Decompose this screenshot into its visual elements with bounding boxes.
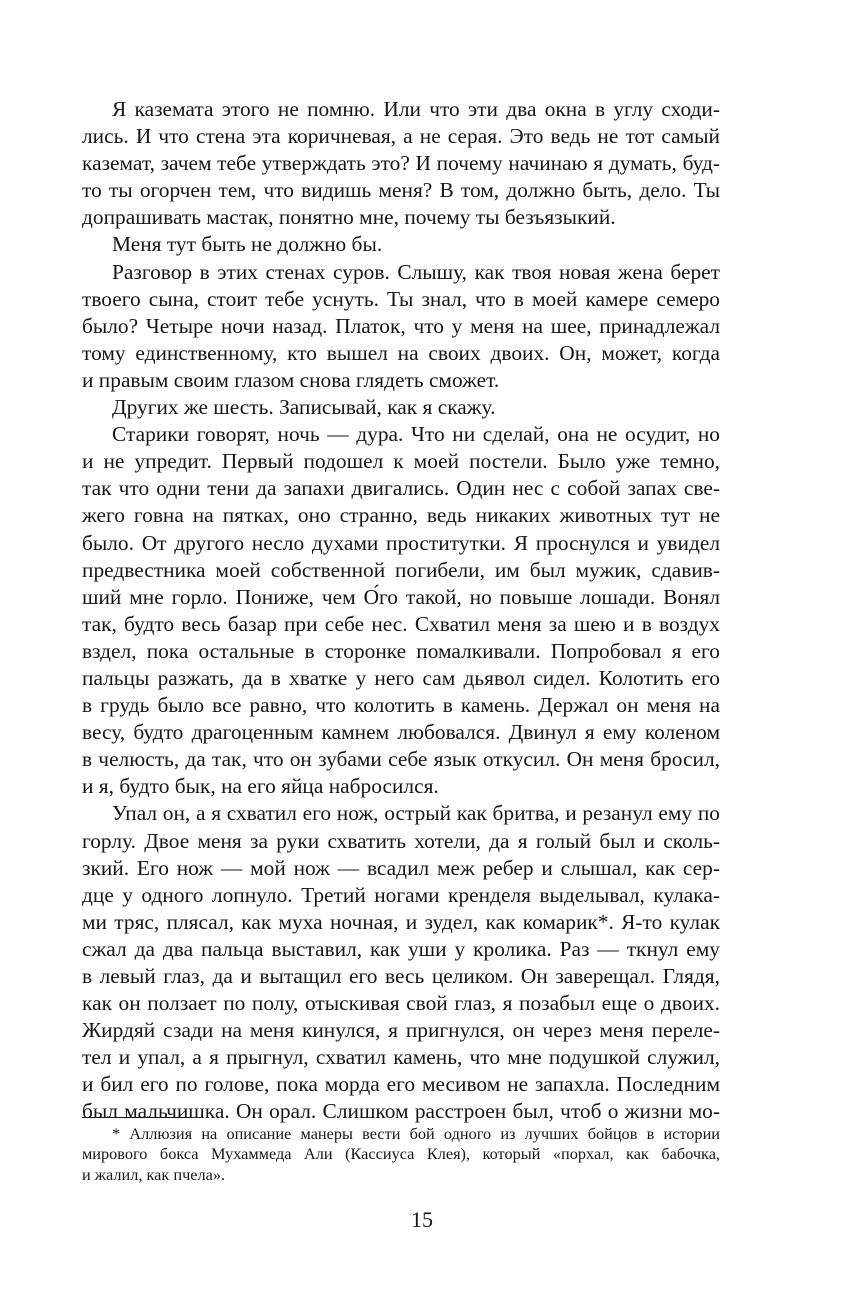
- text-line: и я, будто бык, на его яйца набросился.: [82, 774, 439, 799]
- text-line: весу, будто драгоценным камнем любовался. Двинул я ему коленом: [82, 720, 720, 745]
- text-line: Жирдяй сзади на меня кинулся, я пригнулся, он через меня переле-: [82, 1018, 720, 1043]
- text-line: горлу. Двое меня за руки схватить хотели, да я голый был и сколь-: [82, 828, 720, 853]
- text-line: тому единственному, кто вышел на своих двоих. Он, может, когда: [82, 340, 720, 365]
- text-line: и бил его по голове, пока морда его месивом не запахла. Последним: [82, 1072, 720, 1097]
- text-line: то ты огорчен тем, что видишь меня? В том, должно быть, дело. Ты: [82, 178, 720, 203]
- text-line: было? Четыре ночи назад. Платок, что у меня на шее, принадлежал: [82, 313, 720, 338]
- text-line: как он ползает по полу, отыскивая свой глаз, я позабыл еще о двоих.: [82, 991, 720, 1016]
- main-text: [82, 96, 720, 1126]
- text-line: Других же шесть. Записывай, как я скажу.: [112, 395, 496, 420]
- text-line: сжал да два пальца выставил, как уши у кролика. Раз — ткнул ему: [82, 936, 720, 961]
- text-line: в левый глаз, да и вытащил его весь целиком. Он заверещал. Глядя,: [82, 964, 720, 988]
- text-line: Разговор в этих стенах суров. Слышу, как твоя новая жена берет: [112, 259, 720, 284]
- footnote-separator: [82, 1117, 190, 1118]
- footnote-line: и жалил, как пчела».: [82, 1164, 226, 1184]
- text-line: Я каземата этого не помню. Или что эти два окна в углу сходи-: [112, 97, 720, 121]
- footnote-line: мирового бокса Мухаммеда Али (Кассиуса Клея), который «порхал, как бабочка,: [82, 1144, 720, 1164]
- text-line: вздел, пока остальные в сторонке помалкивали. Попробовал я его: [82, 638, 720, 663]
- text-line: Старики говорят, ночь — дура. Что ни сделай, она не осудит, но: [112, 422, 720, 447]
- text-line: так, будто весь базар при себе нес. Схватил меня за шею и в воздух: [82, 611, 720, 636]
- footnote-line: * Аллюзия на описание манеры вести бой одного из лучших бойцов в истории: [112, 1124, 720, 1143]
- text-line: предвестника моей собственной погибели, им был мужик, сдавив-: [82, 557, 720, 582]
- text-line: жего говна на пятках, оно странно, ведь никаких животных тут не: [82, 503, 720, 528]
- text-line: каземат, зачем тебе утверждать это? И почему начинаю я думать, буд-: [82, 151, 720, 176]
- text-line: ший мне горло. Пониже, чем О́го такой, но повыше лошади. Вонял: [82, 584, 720, 609]
- text-line: допрашивать мастак, понятно мне, почему ты безъязыкий.: [82, 205, 616, 230]
- text-line: пальцы разжать, да в хватке у него сам дьявол сидел. Колотить его: [82, 665, 720, 690]
- page-number: 15: [411, 1207, 433, 1232]
- text-line: был мальчишка. Он орал. Слишком расстроен был, чтоб о жизни мо-: [82, 1099, 720, 1124]
- text-line: и правым своим глазом снова глядеть сможет.: [82, 367, 500, 392]
- text-line: зкий. Его нож — мой нож — всадил меж ребер и слышал, как сер-: [82, 855, 720, 880]
- text-line: ми тряс, плясал, как муха ночная, и зудел, как комарик*. Я-то кулак: [82, 909, 720, 934]
- footnote: [82, 1124, 720, 1185]
- text-line: было. От другого несло духами проститутки. Я проснулся и увидел: [82, 530, 720, 555]
- text-line: лись. И что стена эта коричневая, а не серая. Это ведь не тот самый: [82, 124, 720, 149]
- text-line: тел и упал, а я прыгнул, схватил камень, что мне подушкой служил,: [82, 1045, 720, 1070]
- text-line: в челюсть, да так, что он зубами себе язык откусил. Он меня бросил,: [82, 747, 720, 772]
- text-line: и не упредит. Первый подошел к моей постели. Было уже темно,: [82, 449, 720, 474]
- text-line: дце у одного лопнуло. Третий ногами кренделя выделывал, кулака-: [82, 882, 720, 907]
- text-line: Меня тут быть не должно бы.: [112, 232, 383, 257]
- text-line: так что одни тени да запахи двигались. Один нес с собой запах све-: [82, 476, 720, 501]
- text-line: твоего сына, стоит тебе уснуть. Ты знал, что в моей камере семеро: [82, 286, 720, 311]
- text-line: в грудь было все равно, что колотить в камень. Держал он меня на: [82, 693, 720, 718]
- text-line: Упал он, а я схватил его нож, острый как бритва, и резанул ему по: [112, 801, 720, 826]
